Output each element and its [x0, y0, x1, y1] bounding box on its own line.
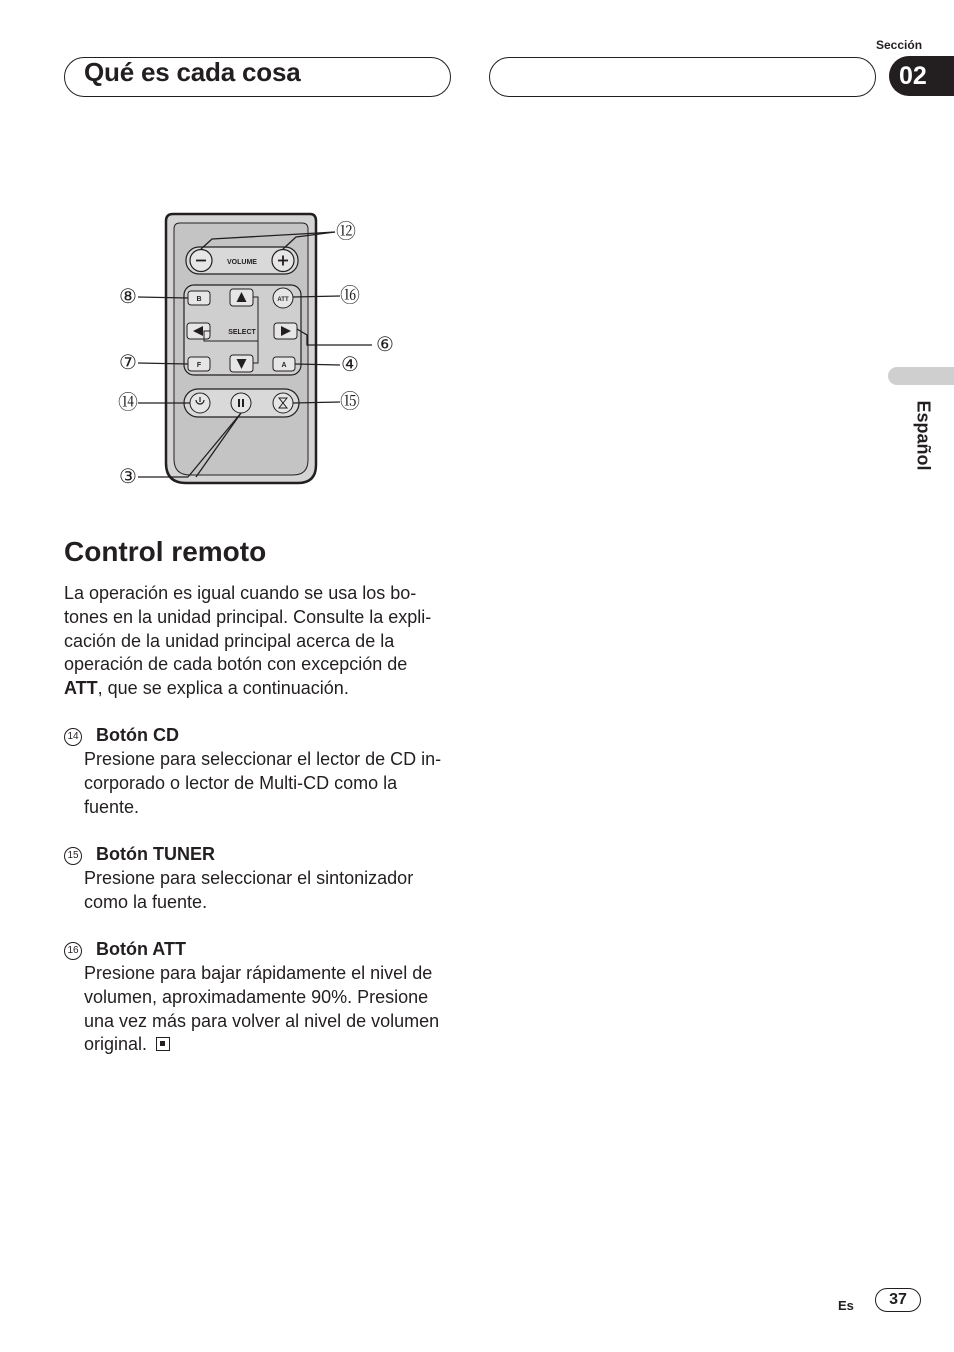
callout-3: ③: [119, 466, 137, 488]
power-button: [190, 393, 210, 413]
remote-control-figure: [100, 205, 410, 495]
callout-15: ⑮: [340, 391, 360, 413]
intro-paragraph: [64, 582, 431, 701]
callout-16: ⑯: [340, 285, 360, 307]
callout-7: ⑦: [119, 352, 137, 374]
item-line: volumen, aproximadamente 90%. Presione: [84, 986, 429, 1007]
language-tab-bar: [888, 367, 954, 385]
page-title: Qué es cada cosa: [84, 57, 301, 87]
section-number-badge: 02: [889, 56, 954, 96]
intro-line: [64, 677, 431, 701]
callout-4: ④: [341, 354, 359, 376]
volume-label: VOLUME: [227, 259, 257, 266]
item-title-text: Botón TUNER: [96, 844, 215, 864]
item-number-badge: 14: [64, 728, 82, 746]
item-description-cd: [84, 748, 441, 819]
f-label: F: [196, 362, 202, 369]
item-line: corporado o lector de Multi-CD como la: [84, 772, 398, 793]
item-description-att: [84, 962, 439, 1057]
item-line: [84, 1033, 439, 1057]
page-number: 37: [875, 1288, 921, 1312]
item-line: como la fuente.: [84, 891, 208, 912]
b-label: B: [196, 296, 202, 303]
select-label: SELECT: [228, 329, 256, 336]
item-title-text: Botón ATT: [96, 939, 186, 959]
intro-line-rest: , que se explica a continuación.: [97, 678, 349, 699]
section-label: Sección: [876, 38, 923, 52]
att-label: ATT: [277, 297, 289, 303]
intro-line: operación de cada botón con excepción de: [64, 654, 408, 675]
intro-line: La operación es igual cuando se usa los bo-: [64, 583, 417, 603]
item-line: fuente.: [84, 796, 140, 817]
item-title-cd: [64, 725, 179, 746]
item-description-tuner: [84, 867, 413, 915]
item-number-badge: 16: [64, 942, 82, 960]
intro-line: cación de la unidad principal acerca de la: [64, 630, 395, 651]
footer-language-code: Es: [838, 1298, 854, 1313]
item-number-badge: 15: [64, 847, 82, 865]
callout-14: ⑭: [118, 392, 138, 414]
item-line: Presione para bajar rápidamente el nivel de: [84, 963, 433, 983]
a-label: A: [281, 362, 287, 369]
end-of-section-icon: [156, 1037, 170, 1051]
item-title-att: [64, 939, 186, 960]
item-line: una vez más para volver al nivel de volumen: [84, 1010, 440, 1031]
intro-bold-att: ATT: [64, 678, 98, 699]
item-line: Presione para seleccionar el sintonizador: [84, 868, 414, 888]
intro-line: tones en la unidad principal. Consulte la expli-: [64, 606, 432, 627]
section-heading: Control remoto: [64, 536, 267, 567]
callout-8: ⑧: [119, 286, 137, 308]
header-empty-frame: [489, 57, 876, 97]
pause-button: [231, 393, 251, 413]
item-line-text: original.: [84, 1034, 148, 1055]
item-line: Presione para seleccionar el lector de CD in-: [84, 749, 442, 769]
item-title-tuner: [64, 844, 215, 865]
callout-12: ⑫: [336, 221, 356, 243]
item-title-text: Botón CD: [96, 725, 179, 745]
language-tab-label: Español: [913, 400, 934, 471]
callout-6: ⑥: [376, 334, 394, 356]
